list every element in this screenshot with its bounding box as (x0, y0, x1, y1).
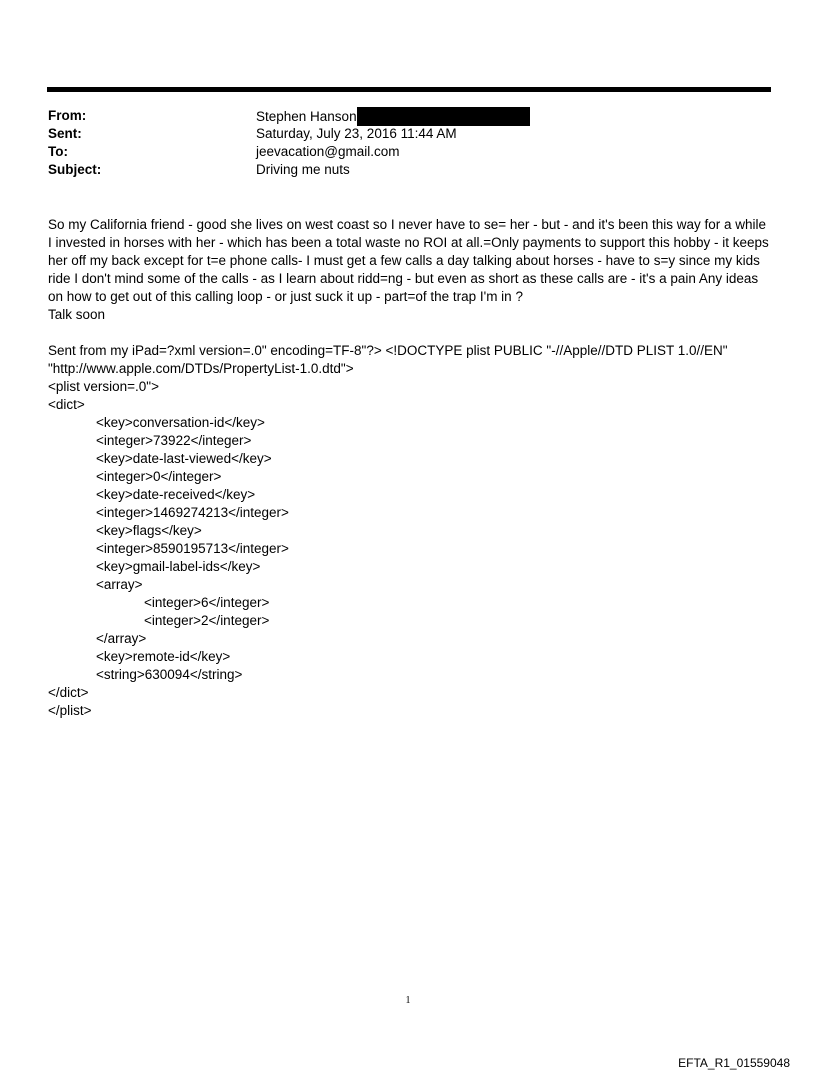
header-rule (47, 87, 771, 92)
plist-line: <integer>73922</integer> (96, 433, 252, 448)
sent-from-line: Sent from my iPad=?xml version=.0" encoding=TF-8"?> <!DOCTYPE plist PUBLIC "-//Apple//DTD PLIST 1.0//EN" "http://www.apple.com/DTDs/PropertyList-1.0.dtd"> (48, 343, 728, 376)
spacer (48, 324, 772, 342)
array-item: <integer>6</integer> (144, 595, 270, 610)
subject-row (48, 161, 768, 179)
email-header (48, 107, 768, 179)
plist-line: <key>date-last-viewed</key> (96, 451, 272, 466)
subject-value: Driving me nuts (256, 162, 350, 177)
plist-line: <key>conversation-id</key> (96, 415, 265, 430)
dict-open: <dict> (48, 397, 85, 412)
from-value (256, 107, 530, 126)
plist-close: </plist> (48, 703, 92, 718)
to-row (48, 143, 768, 161)
email-body (48, 216, 772, 720)
redaction-box (357, 107, 530, 126)
from-row (48, 107, 768, 125)
plist-line: <key>remote-id</key> (96, 649, 231, 664)
sent-label: Sent: (48, 126, 82, 141)
plist-line: <key>flags</key> (96, 523, 202, 538)
plist-open: <plist version=.0"> (48, 379, 159, 394)
signoff: Talk soon (48, 307, 106, 322)
subject-label: Subject: (48, 162, 102, 177)
plist-line: <integer>8590195713</integer> (96, 541, 289, 556)
from-name: Stephen Hanson (256, 109, 357, 124)
to-label: To: (48, 144, 68, 159)
sent-value: Saturday, July 23, 2016 11:44 AM (256, 126, 457, 141)
array-open: <array> (96, 577, 143, 592)
plist-line: <key>gmail-label-ids</key> (96, 559, 261, 574)
sent-row (48, 125, 768, 143)
body-paragraph: So my California friend - good she lives on west coast so I never have to se= her - but - and it's been this way for a while I invested in horses with her - which has been a total waste no ROI at all.=Only payments to support this hobby - it keeps her off my back except for t=e phone calls- I must get a few calls a day talking about horses - have to s=y since my kids ride I don't mind some of the calls - as I learn about ridd=ng - but even as short as these calls are - it's a pain Any ideas on how to get out of this calling loop - or just suck it up - part=of the trap I'm in ? (48, 217, 769, 304)
array-close: </array> (96, 631, 147, 646)
array-item: <integer>2</integer> (144, 613, 270, 628)
document-id: EFTA_R1_01559048 (678, 1056, 790, 1070)
from-label: From: (48, 108, 87, 123)
to-value: jeevacation@gmail.com (256, 144, 400, 159)
plist-line: <integer>0</integer> (96, 469, 222, 484)
plist-line: <integer>1469274213</integer> (96, 505, 289, 520)
page-number: 1 (405, 995, 411, 1006)
plist-line: <key>date-received</key> (96, 487, 256, 502)
plist-line: <string>630094</string> (96, 667, 243, 682)
dict-close: </dict> (48, 685, 89, 700)
